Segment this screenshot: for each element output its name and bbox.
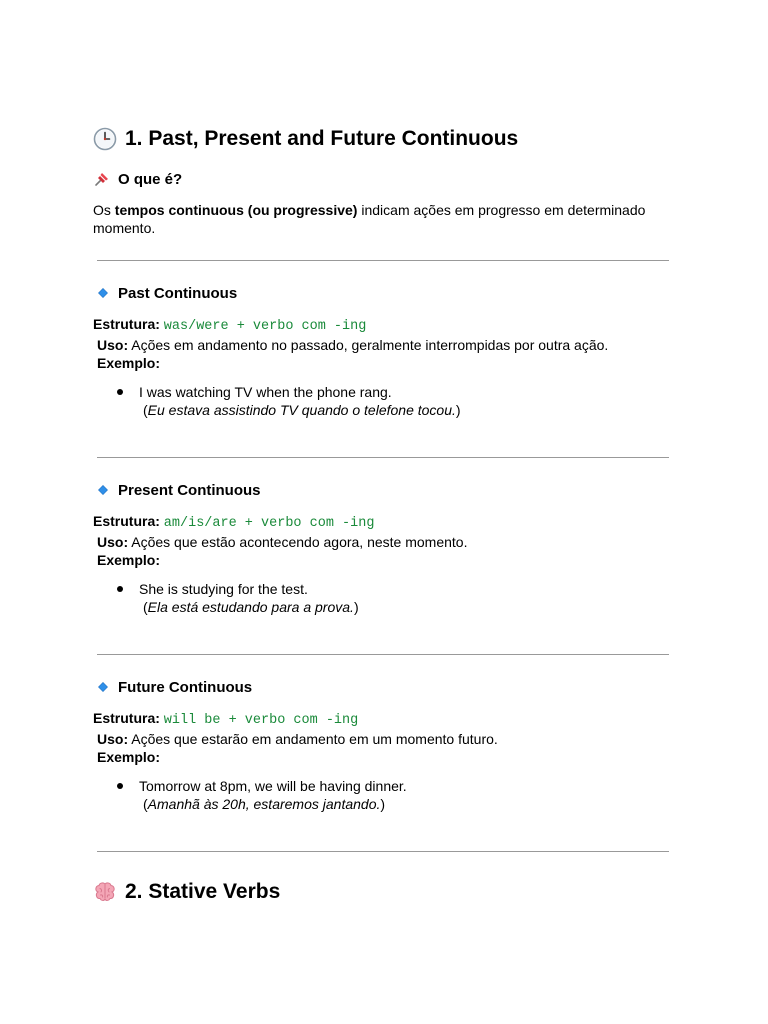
- blue-diamond-icon: [99, 683, 107, 691]
- example-list: [93, 777, 683, 813]
- example-label-line: [93, 354, 683, 372]
- example-sentence: She is studying for the test.: [139, 581, 308, 597]
- structure-formula: was/were + verbo com -ing: [163, 319, 367, 334]
- heading-text: 2. Stative Verbs: [125, 880, 281, 903]
- section-title: [99, 677, 683, 697]
- section-title: [99, 283, 683, 303]
- translation-line: (Ela está estudando para a prova.): [143, 599, 359, 615]
- example-label: Exemplo:: [97, 552, 161, 568]
- use-line: [93, 730, 683, 748]
- use-label: Uso:: [97, 534, 129, 550]
- translation-line: (Eu estava assistindo TV quando o telefone tocou.): [143, 402, 461, 418]
- use-line: [93, 533, 683, 551]
- blue-diamond-icon: [99, 289, 107, 297]
- use-text: Ações que estão acontecendo agora, neste momento.: [131, 534, 468, 550]
- list-item: [115, 383, 683, 419]
- translation-text: Eu estava assistindo TV quando o telefone tocou.: [147, 402, 456, 418]
- translation-line: (Amanhã às 20h, estaremos jantando.): [143, 796, 386, 812]
- separator: [97, 654, 669, 655]
- use-text: Ações que estarão em andamento em um momento futuro.: [131, 731, 498, 747]
- pushpin-icon: [93, 170, 111, 188]
- example-label: Exemplo:: [97, 749, 161, 765]
- example-sentence: Tomorrow at 8pm, we will be having dinner.: [139, 778, 407, 794]
- translation-text: Ela está estudando para a prova.: [147, 599, 354, 615]
- separator: [97, 851, 669, 852]
- section-past-continuous: [93, 283, 683, 419]
- bullet-icon: [117, 586, 123, 592]
- example-label-line: [93, 748, 683, 766]
- section-heading-stative-verbs: [93, 879, 280, 904]
- example-label: Exemplo:: [97, 355, 161, 371]
- example-sentence: I was watching TV when the phone rang.: [139, 384, 392, 400]
- brain-icon: [93, 880, 117, 904]
- what-is-title: O que é?: [118, 170, 183, 188]
- section-title-text: Present Continuous: [118, 481, 261, 499]
- list-item: [115, 777, 683, 813]
- section-heading-continuous: [93, 126, 518, 151]
- intro-prefix: Os: [93, 202, 115, 218]
- bullet-icon: [117, 389, 123, 395]
- structure-formula: will be + verbo com -ing: [163, 713, 359, 728]
- use-text: Ações em andamento no passado, geralmente interrompidas por outra ação.: [131, 337, 609, 353]
- bullet-icon: [117, 783, 123, 789]
- separator: [97, 260, 669, 261]
- intro-bold: tempos continuous (ou progressive): [114, 202, 358, 218]
- structure-label: Estrutura:: [93, 710, 160, 726]
- heading-text: 1. Past, Present and Future Continuous: [125, 127, 519, 150]
- list-item: [115, 580, 683, 616]
- use-label: Uso:: [97, 337, 129, 353]
- section-title-text: Future Continuous: [118, 678, 253, 696]
- structure-line: [93, 709, 683, 730]
- clock-icon: [93, 127, 117, 151]
- section-present-continuous: [93, 480, 683, 616]
- intro-suffix: indicam ações em progresso em determinado momento.: [93, 202, 646, 236]
- separator: [97, 457, 669, 458]
- structure-label: Estrutura:: [93, 513, 160, 529]
- example-list: [93, 383, 683, 419]
- example-list: [93, 580, 683, 616]
- translation-text: Amanhã às 20h, estaremos jantando.: [147, 796, 381, 812]
- intro-paragraph: [93, 201, 673, 237]
- example-label-line: [93, 551, 683, 569]
- section-future-continuous: [93, 677, 683, 813]
- section-title-text: Past Continuous: [118, 284, 238, 302]
- what-is-heading: [93, 170, 182, 188]
- section-title: [99, 480, 683, 500]
- use-label: Uso:: [97, 731, 129, 747]
- use-line: [93, 336, 683, 354]
- structure-label: Estrutura:: [93, 316, 160, 332]
- blue-diamond-icon: [99, 486, 107, 494]
- structure-formula: am/is/are + verbo com -ing: [163, 516, 375, 531]
- structure-line: [93, 512, 683, 533]
- structure-line: [93, 315, 683, 336]
